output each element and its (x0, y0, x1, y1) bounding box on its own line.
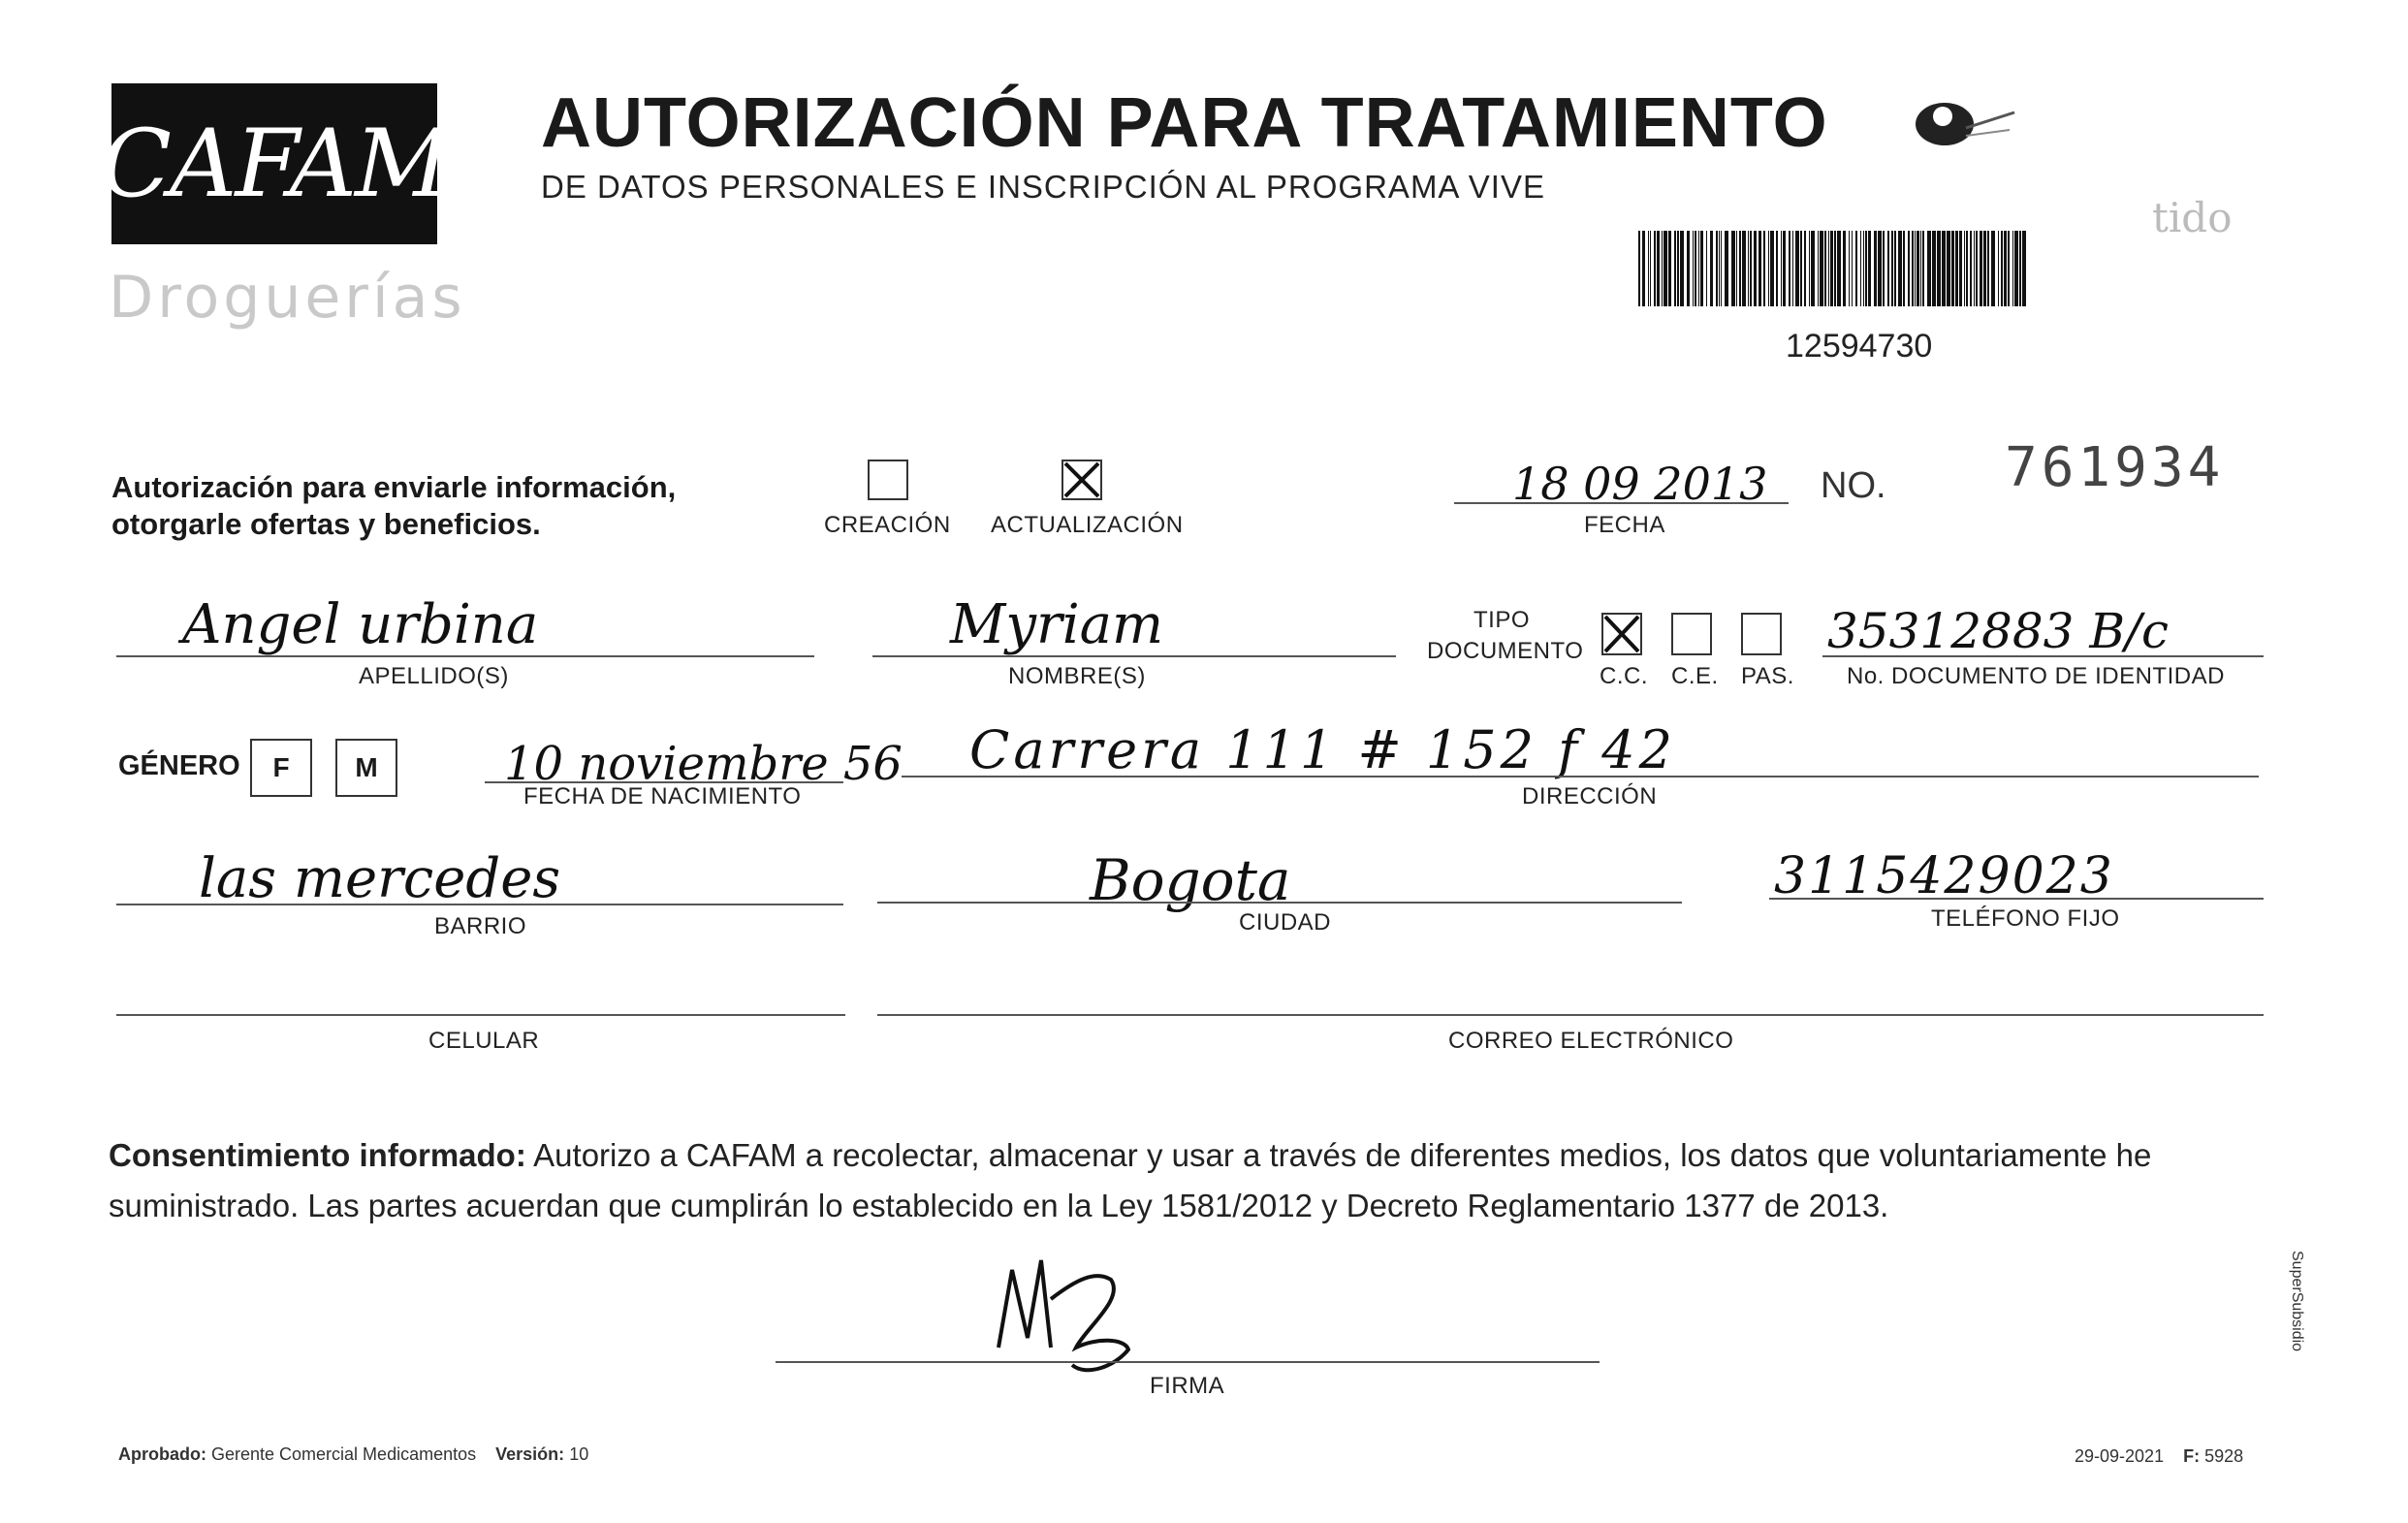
barcode-number: 12594730 (1786, 328, 1933, 365)
address-line (902, 776, 2259, 777)
creation-checkbox[interactable] (868, 460, 908, 500)
consent-text: Autorizo a CAFAM a recolectar, almacenar y usar a través de diferentes medios, los datos que voluntariamente he suministrado. Las partes acuerdan que cumplirán lo establecido en la Ley 1581/2012 y Decreto Reglamentario 1377 de 2013. (109, 1137, 2152, 1223)
surname-label: APELLIDO(S) (359, 663, 509, 689)
name-value[interactable]: Myriam (950, 593, 1164, 656)
barcode-icon (1638, 231, 2028, 306)
date-line (1454, 502, 1789, 504)
checkmark-icon (1063, 461, 1100, 498)
doc-type-label-2: DOCUMENTO (1427, 638, 1584, 664)
birth-value[interactable]: 10 noviembre 56 (504, 737, 903, 791)
gender-label: GÉNERO (118, 750, 240, 781)
update-checkbox[interactable] (1061, 460, 1102, 500)
email-label: CORREO ELECTRÓNICO (1448, 1028, 1734, 1054)
approved-label: Aprobado: (118, 1444, 206, 1464)
barrio-value[interactable]: las mercedes (199, 847, 561, 910)
doc-number-label: No. DOCUMENTO DE IDENTIDAD (1847, 663, 2225, 689)
signature-label: FIRMA (1150, 1373, 1225, 1399)
consent-paragraph (109, 1130, 2299, 1231)
doc-number-line (1822, 655, 2264, 657)
date-label: FECHA (1584, 512, 1665, 538)
email-line[interactable] (877, 1014, 2264, 1016)
doc-pas-checkbox[interactable] (1741, 613, 1782, 655)
date-value[interactable]: 18 09 2013 (1512, 458, 1768, 510)
city-line (877, 902, 1682, 904)
doc-cc-checkbox[interactable] (1601, 613, 1642, 655)
corner-text: tido (2152, 194, 2233, 241)
birth-label: FECHA DE NACIMIENTO (523, 783, 802, 809)
doc-ce-checkbox[interactable] (1671, 613, 1712, 655)
doc-pas-label: PAS. (1741, 663, 1794, 689)
logo-text: CAFAM (100, 110, 449, 218)
barrio-line (116, 904, 843, 905)
consent-title: Consentimiento informado: (109, 1137, 526, 1173)
footer-date-block (2075, 1446, 2243, 1467)
city-value[interactable]: Bogota (1090, 847, 1291, 913)
doc-cc-label: C.C. (1600, 663, 1648, 689)
logo-subtitle: Droguerías (109, 264, 466, 332)
cell-label: CELULAR (428, 1028, 540, 1054)
cafam-logo (100, 83, 449, 244)
gender-m-label: M (355, 752, 378, 782)
f-label: F: (2183, 1446, 2201, 1466)
signature-image (979, 1241, 1144, 1386)
side-text: SuperSubsidio (2289, 1251, 2305, 1352)
city-label: CIUDAD (1239, 909, 1332, 936)
phone-line (1769, 898, 2264, 900)
phone-label: TELÉFONO FIJO (1931, 905, 2120, 932)
surname-value[interactable]: Angel urbina (182, 593, 539, 656)
gender-m-box[interactable] (335, 739, 397, 797)
barrio-label: BARRIO (434, 913, 527, 939)
doc-number-value[interactable]: 35312883 B/c (1827, 603, 2169, 659)
version-label: Versión: (495, 1444, 565, 1464)
approved-value: Gerente Comercial Medicamentos (211, 1444, 477, 1464)
number-label: NO. (1821, 465, 1886, 506)
vive-logo-icon (1898, 83, 2024, 161)
f-value: 5928 (2204, 1446, 2244, 1466)
form-number: 761934 (2005, 436, 2225, 499)
page-title: AUTORIZACIÓN PARA TRATAMIENTO (541, 84, 1828, 162)
doc-ce-label: C.E. (1671, 663, 1719, 689)
update-label: ACTUALIZACIÓN (991, 512, 1184, 538)
gender-f-label: F (272, 752, 290, 782)
creation-label: CREACIÓN (824, 512, 951, 538)
address-value[interactable]: Carrera 111 # 152 f 42 (969, 719, 1677, 780)
gender-f-box[interactable] (250, 739, 312, 797)
signature-line[interactable] (776, 1361, 1600, 1363)
name-line (872, 655, 1396, 657)
footer-approved (118, 1444, 588, 1465)
page-subtitle: DE DATOS PERSONALES E INSCRIPCIÓN AL PROGRAMA VIVE (541, 169, 1545, 205)
doc-type-label-1: TIPO (1473, 607, 1531, 633)
authorization-text (111, 469, 676, 543)
version-value: 10 (569, 1444, 589, 1464)
authorization-line-2: otorgarle ofertas y beneficios. (111, 507, 541, 541)
checkmark-icon (1603, 615, 1640, 653)
authorization-line-1: Autorización para enviarle información, (111, 470, 677, 504)
cell-line[interactable] (116, 1014, 845, 1016)
footer-date: 29-09-2021 (2075, 1446, 2165, 1466)
surname-line (116, 655, 814, 657)
address-label: DIRECCIÓN (1522, 783, 1658, 809)
phone-value[interactable]: 3115429023 (1774, 847, 2114, 905)
name-label: NOMBRE(S) (1008, 663, 1146, 689)
